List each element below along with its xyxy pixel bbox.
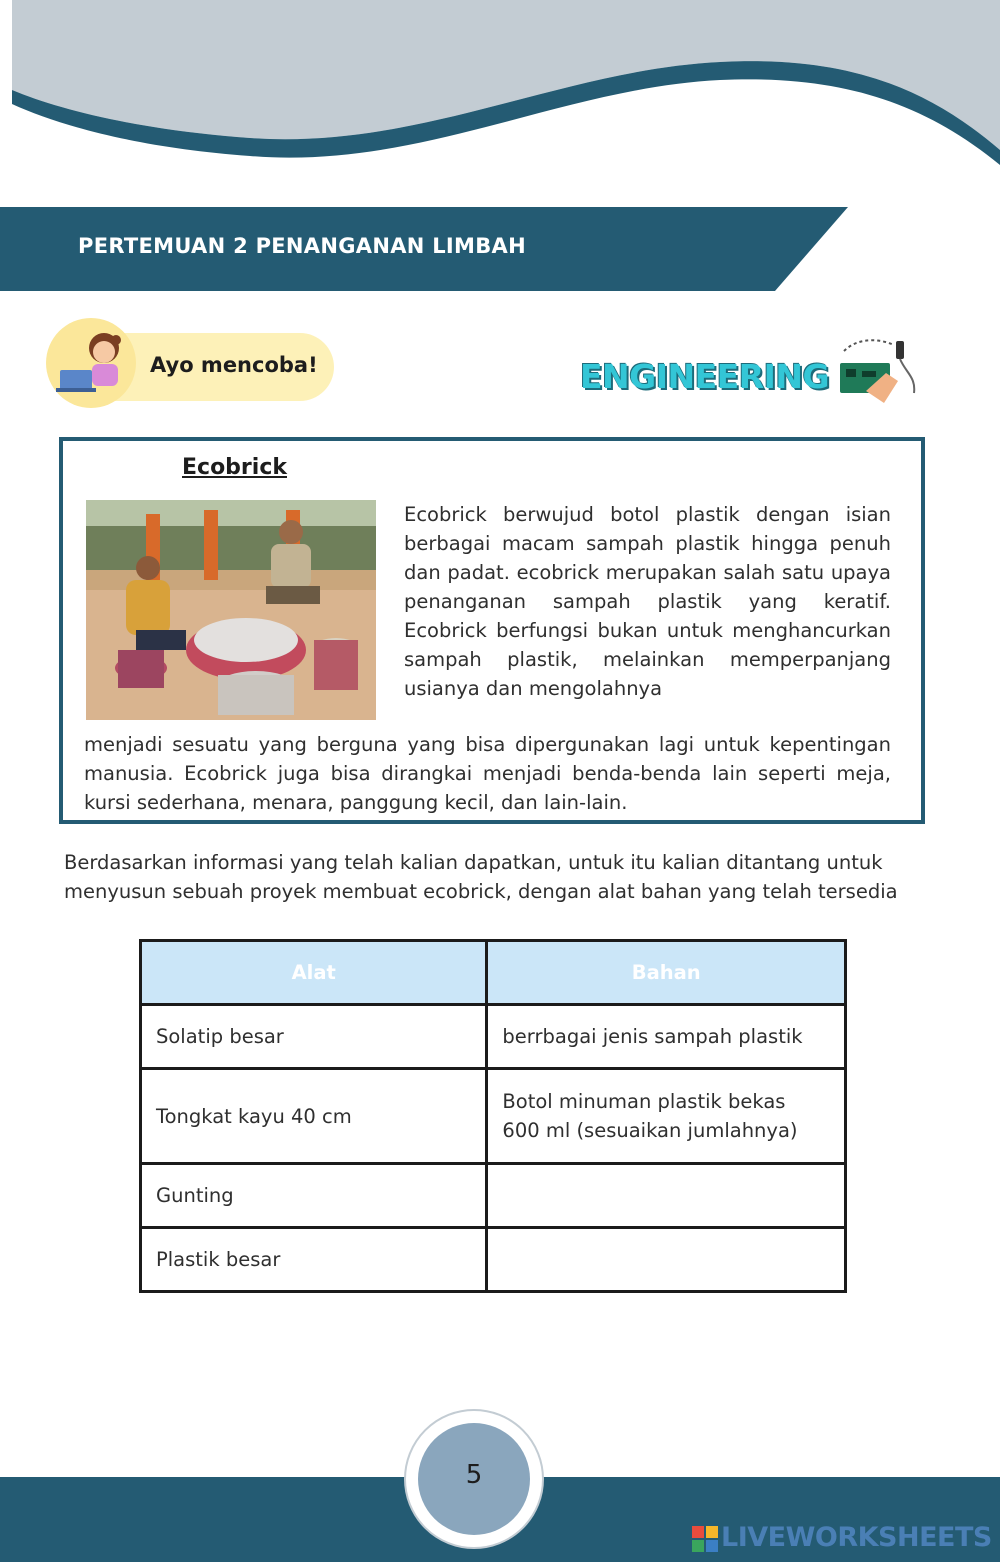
bahan-cell[interactable] [487,1069,846,1164]
text-line: Ecobrick berwujud botol plastik dengan isian [404,503,891,526]
text-line: manusia. Ecobrick juga bisa dirangkai menjadi benda-benda lain seperti meja, [84,762,891,785]
alat-cell: Tongkat kayu 40 cm [141,1069,487,1164]
text-line: berbagai macam sampah plastik hingga penuh [404,532,891,555]
section-title: Ecobrick [182,455,287,480]
tools-materials-table [139,939,847,1293]
table-row [141,1005,846,1069]
table-header-row [141,941,846,1005]
text-line: sampah plastik, melainkan memperpanjang [404,648,891,671]
activity-label: Ayo mencoba! [150,353,318,377]
column-header-alat: Alat [141,941,487,1005]
text-line: menyusun sebuah proyek membuat ecobrick, dengan alat bahan yang telah tersedia [64,880,898,903]
table-row [141,1164,846,1228]
table-row [141,1228,846,1292]
bahan-text: 600 ml (sesuaikan jumlahnya) [502,1119,798,1142]
text-line: usianya dan mengolahnya [404,677,663,700]
ecobrick-description-continued [84,730,891,817]
header-wave [0,0,1000,200]
text-line: dan padat. ecobrick merupakan salah satu upaya [404,561,891,584]
page-title: PERTEMUAN 2 PENANGANAN LIMBAH [78,234,526,258]
text-line: Berdasarkan informasi yang telah kalian dapatkan, untuk itu kalian ditantang untuk [64,851,883,874]
instruction-paragraph [64,848,916,906]
bahan-text: berrbagai jenis sampah plastik [502,1025,803,1048]
text-line: Ecobrick berfungsi bukan untuk menghancurkan [404,619,891,642]
alat-cell: Solatip besar [141,1005,487,1069]
text-line: penanganan sampah plastik yang keratif. [404,590,891,613]
text-line: menjadi sesuatu yang berguna yang bisa dipergunakan lagi untuk kepentingan [84,733,891,756]
ecobrick-furniture-photo [86,500,376,720]
ecobrick-description [404,500,891,703]
liveworksheets-logo-icon [692,1526,718,1552]
column-header-bahan: Bahan [487,941,846,1005]
watermark-text: LIVEWORKSHEETS [721,1522,992,1553]
circuit-board-icon [836,333,924,413]
alat-cell: Plastik besar [141,1228,487,1292]
bahan-input-cell[interactable] [487,1164,846,1228]
alat-cell: Gunting [141,1164,487,1228]
bahan-input-cell[interactable] [487,1228,846,1292]
bahan-cell[interactable] [487,1005,846,1069]
table-row [141,1069,846,1164]
engineering-label: ENGINEERING [580,357,830,396]
text-line: kursi sederhana, menara, panggung kecil, dan lain-lain. [84,791,628,814]
page-number: 5 [465,1460,483,1490]
bahan-text: Botol minuman plastik bekas [502,1090,786,1113]
